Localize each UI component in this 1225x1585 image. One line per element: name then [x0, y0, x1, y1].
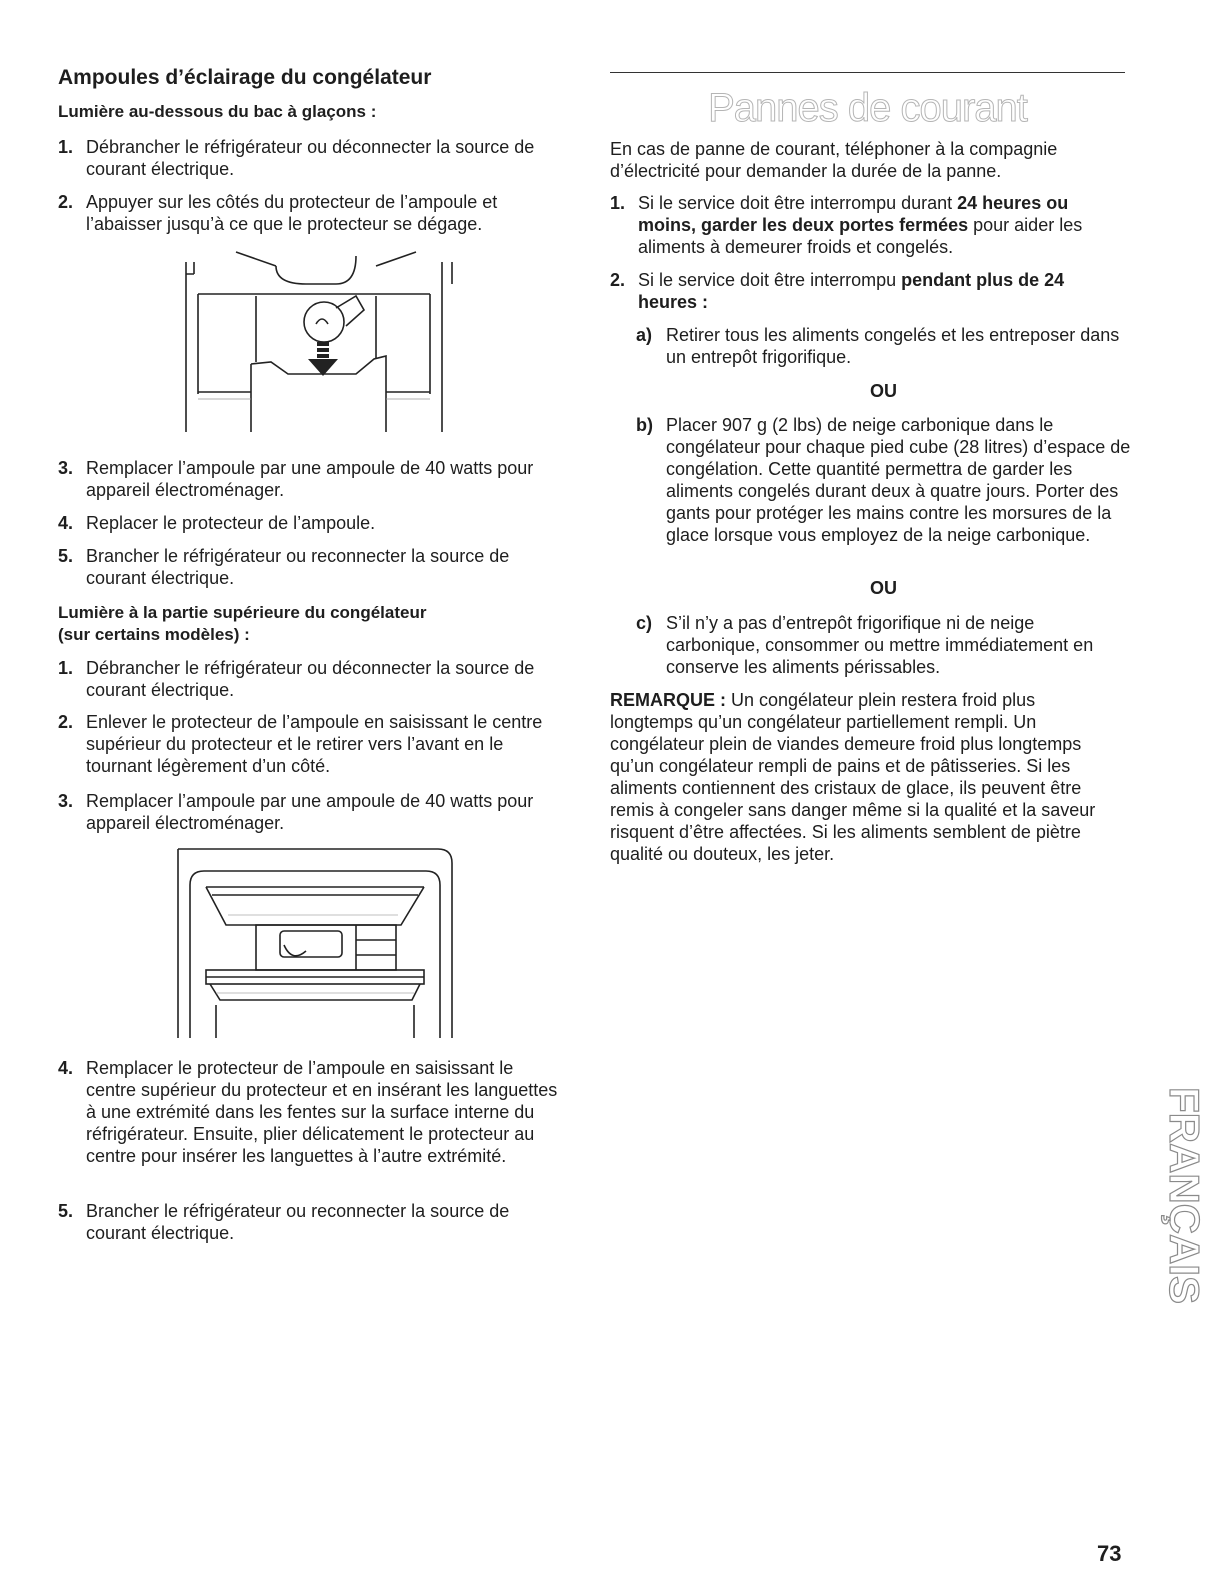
language-side-tab [1146, 1083, 1208, 1343]
sub-step-item: b) Placer 907 g (2 lbs) de neige carbonique dans le congélateur pour chaque pied cube (28 litres) d’espace de congélation. Cette quantité permettra de garder les aliments congelés durant deux à quatre jours. Porter des gants pour protéger les mains contre les morsures de la glace lorsque vous employez de la neige carbonique. [636, 415, 1131, 545]
subheading-top-freezer-light: Lumière à la partie supérieure du congélateur (sur certains modèles) : [58, 603, 427, 644]
top-freezer-light-illustration [176, 845, 516, 1040]
note-paragraph: REMARQUE : Un congélateur plein restera froid plus longtemps qu’un congélateur partiellement rempli. Un congélateur plein de viandes demeure froid plus longtemps qu’un congélateur rempli de pains et de pâtisseries. Si les aliments contiennent des cristaux de glace, ils peuvent être remis à congeler sans danger même si la qualité et la saveur risquent d’être affectées. Si les aliments semblent de piètre qualité ou douteux, les jeter. [610, 690, 1096, 864]
step-item: 1. Si le service doit être interrompu durant 24 heures ou moins, garder les deux portes fermées pour aider les aliments à demeurer froids et congelés. [610, 193, 1083, 257]
step-item: 3. Remplacer l’ampoule par une ampoule de 40 watts pour appareil électroménager. [58, 791, 534, 833]
step-item: 4. Replacer le protecteur de l’ampoule. [58, 513, 376, 533]
section-title-power-outage: Pannes de courant [708, 86, 1027, 130]
page-number: 73 [1097, 1541, 1122, 1566]
or-separator: OU [870, 381, 897, 401]
step-item: 5. Brancher le réfrigérateur ou reconnecter la source de courant électrique. [58, 1201, 510, 1243]
step-item: 5. Brancher le réfrigérateur ou reconnecter la source de courant électrique. [58, 546, 510, 588]
step-item: 2. Appuyer sur les côtés du protecteur de l’ampoule et l’abaisser jusqu’à ce que le protecteur se dégage. [58, 192, 498, 234]
or-separator: OU [870, 578, 897, 598]
step-item: 1. Débrancher le réfrigérateur ou déconnecter la source de courant électrique. [58, 658, 535, 700]
step-item: 3. Remplacer l’ampoule par une ampoule de 40 watts pour appareil électroménager. [58, 458, 534, 500]
sub-step-item: c) S’il n’y a pas d’entrepôt frigorifique ni de neige carbonique, consommer ou mettre immédiatement en conserve les aliments périssables. [636, 613, 1094, 677]
step-item: 1. Débrancher le réfrigérateur ou déconnecter la source de courant électrique. [58, 137, 535, 179]
step-item: 2. Enlever le protecteur de l’ampoule en saisissant le centre supérieur du protecteur et le retirer vers l’avant en le tournant légèrement d’un côté. [58, 712, 543, 776]
step-item: 2. Si le service doit être interrompu pendant plus de 24 heures : [610, 270, 1065, 312]
section-title-freezer-bulbs: Ampoules d’éclairage du congélateur [58, 66, 432, 89]
intro-paragraph: En cas de panne de courant, téléphoner à la compagnie d’électricité pour demander la durée de la panne. [610, 139, 1058, 181]
svg-text:FRANÇAIS: FRANÇAIS [1161, 1087, 1208, 1304]
subheading-below-ice-bin: Lumière au-dessous du bac à glaçons : [58, 102, 377, 121]
step-item: 4. Remplacer le protecteur de l’ampoule en saisissant le centre supérieur du protecteur et en insérant les languettes à une extrémité dans les fentes sur la surface interne du réfrigérateur. Ensuite, plier délicatement le protecteur au centre pour insérer les languettes à l’autre extrémité. [58, 1058, 558, 1166]
ice-bin-light-illustration [176, 244, 526, 436]
section-divider [610, 72, 1125, 73]
sub-step-item: a) Retirer tous les aliments congelés et les entreposer dans un entrepôt frigorifique. [636, 325, 1120, 367]
